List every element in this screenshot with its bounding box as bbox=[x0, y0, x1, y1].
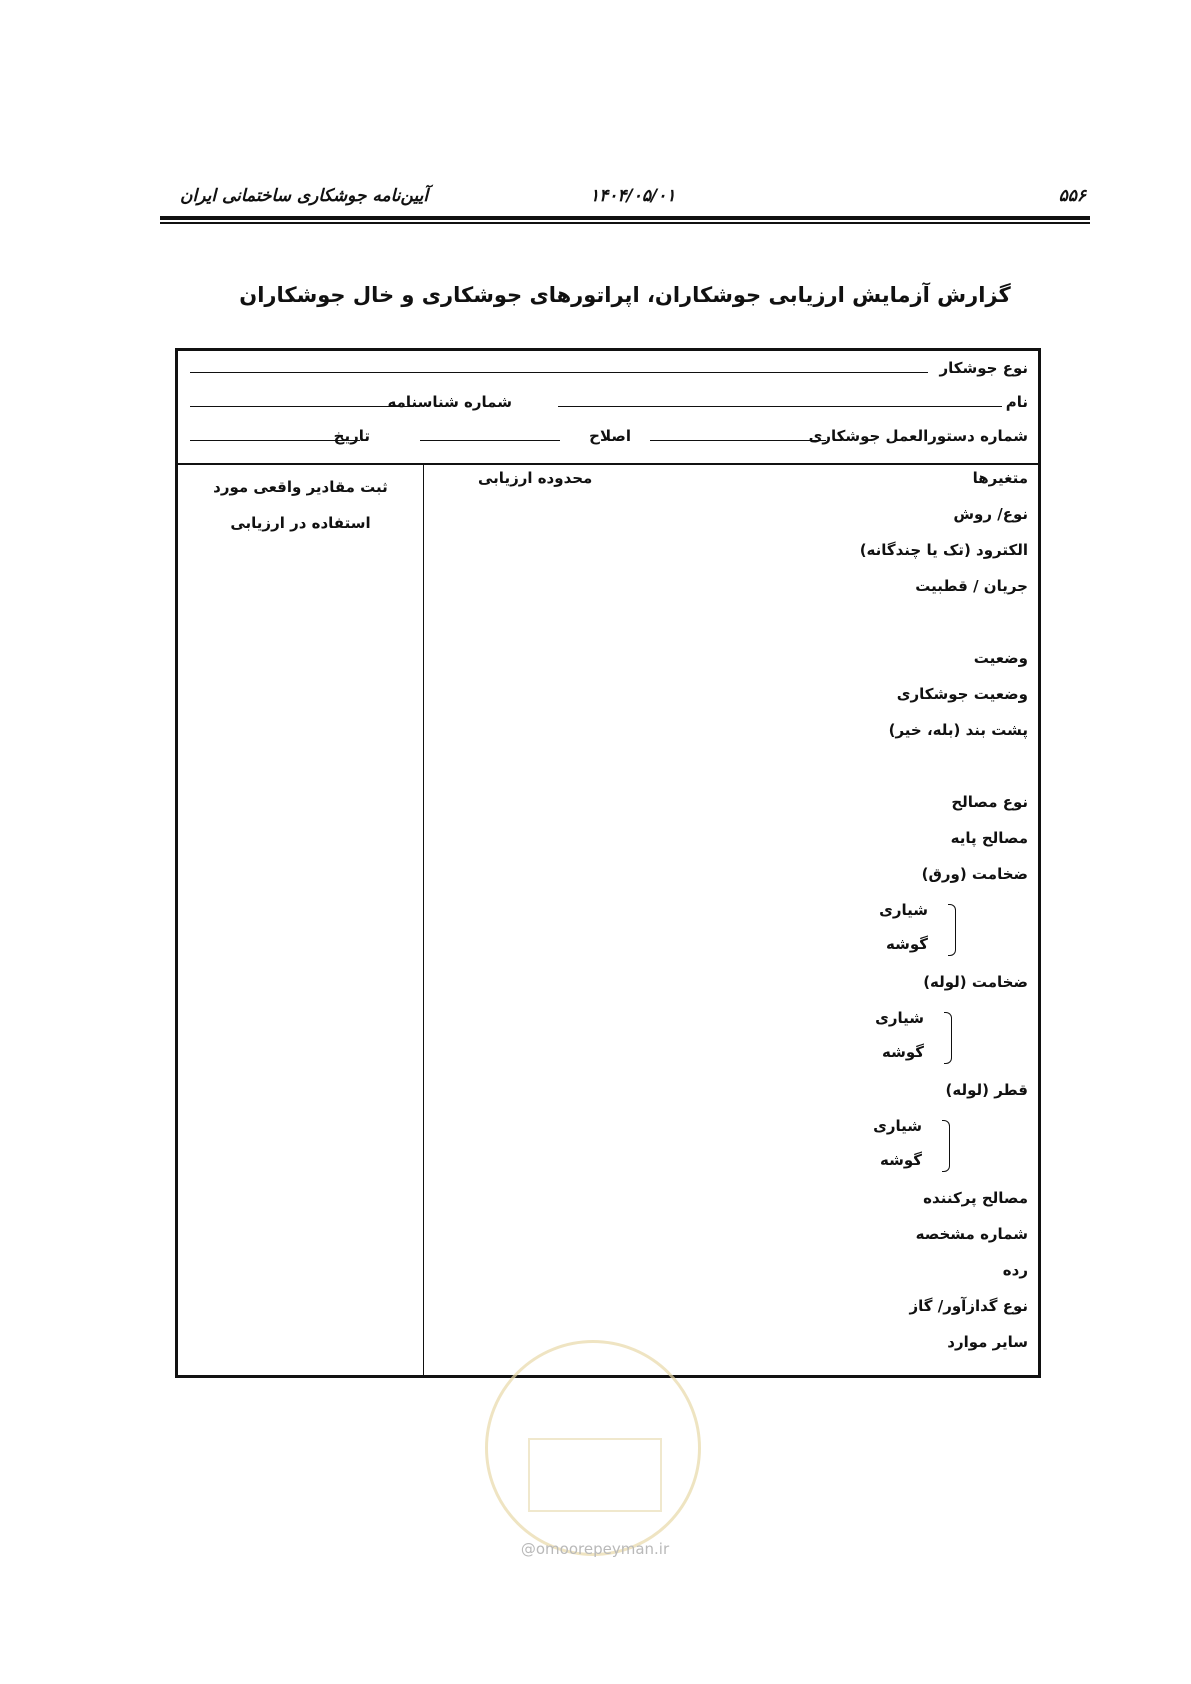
header-rule-thick bbox=[160, 216, 1090, 220]
row-thickness-pipe: ضخامت (لوله) bbox=[923, 973, 1028, 991]
row-base-material: مصالح پایه bbox=[950, 829, 1028, 847]
row-fillet-pipe: گوشه bbox=[882, 1043, 924, 1061]
row-backing: پشت بند (بله، خیر) bbox=[888, 721, 1028, 739]
header-date: ۱۴۰۴/۰۵/۰۱ bbox=[590, 186, 676, 206]
brace-pipe-thickness bbox=[944, 1012, 952, 1064]
id-number-label: شماره شناسنامه bbox=[387, 393, 512, 411]
id-number-field[interactable] bbox=[190, 406, 410, 407]
name-label: نام bbox=[1005, 393, 1028, 411]
watermark-url: @omoorepeyman.ir bbox=[520, 1540, 670, 1558]
range-heading: محدوده ارزیابی bbox=[478, 469, 593, 487]
row-type-method: نوع/ روش bbox=[953, 505, 1028, 523]
form-header bbox=[178, 351, 1038, 465]
wps-number-field[interactable] bbox=[650, 440, 826, 441]
wps-number-label: شماره دستورالعمل جوشکاری bbox=[808, 427, 1028, 445]
row-position: وضعیت bbox=[973, 649, 1028, 667]
row-material-type: نوع مصالح bbox=[951, 793, 1028, 811]
page-number: ۵۵۶ bbox=[1058, 186, 1086, 206]
row-groove-pipe: شیاری bbox=[875, 1009, 924, 1027]
row-flux-gas: نوع گدازآور/ گاز bbox=[909, 1297, 1028, 1315]
row-diameter-pipe: قطر (لوله) bbox=[945, 1081, 1028, 1099]
revision-field[interactable] bbox=[420, 440, 560, 441]
brace-pipe-diameter bbox=[942, 1120, 950, 1172]
row-thickness-plate: ضخامت (ورق) bbox=[921, 865, 1028, 883]
welder-type-field[interactable] bbox=[190, 372, 928, 373]
document-title: گزارش آزمایش ارزیابی جوشکاران، اپراتورهای جوشکاری و خال جوشکاران bbox=[239, 283, 1011, 307]
book-title: آیین‌نامه جوشکاری ساختمانی ایران bbox=[180, 186, 429, 206]
watermark-logo bbox=[485, 1340, 701, 1556]
page-header bbox=[160, 186, 1090, 214]
row-other: سایر موارد bbox=[947, 1333, 1028, 1351]
brace-plate bbox=[948, 904, 956, 956]
row-current: جریان / قطبیت bbox=[915, 577, 1028, 595]
actual-values-line1: ثبت مقادیر واقعی مورد bbox=[213, 478, 388, 496]
revision-label: اصلاح bbox=[589, 427, 631, 445]
column-divider bbox=[423, 463, 424, 1375]
report-form bbox=[175, 348, 1041, 1378]
welder-type-label: نوع جوشکار bbox=[939, 359, 1028, 377]
variables-heading: متغیرها bbox=[972, 469, 1028, 487]
row-welding-position: وضعیت جوشکاری bbox=[896, 685, 1028, 703]
name-field[interactable] bbox=[558, 406, 1002, 407]
row-groove-diameter: شیاری bbox=[873, 1117, 922, 1135]
date-field[interactable] bbox=[190, 440, 360, 441]
row-fillet-plate: گوشه bbox=[886, 935, 928, 953]
row-filler-material: مصالح پرکننده bbox=[923, 1189, 1028, 1207]
row-classification: رده bbox=[1002, 1261, 1028, 1279]
actual-values-line2: استفاده در ارزیابی bbox=[230, 514, 371, 532]
row-electrode: الکترود (تک یا چندگانه) bbox=[859, 541, 1028, 559]
header-rule-thin bbox=[160, 222, 1090, 224]
row-spec-number: شماره مشخصه bbox=[915, 1225, 1028, 1243]
row-fillet-diameter: گوشه bbox=[880, 1151, 922, 1169]
row-groove-plate: شیاری bbox=[879, 901, 928, 919]
watermark-grid bbox=[528, 1438, 662, 1512]
actual-values-heading bbox=[198, 469, 403, 541]
date-label: تاریخ bbox=[333, 427, 370, 445]
